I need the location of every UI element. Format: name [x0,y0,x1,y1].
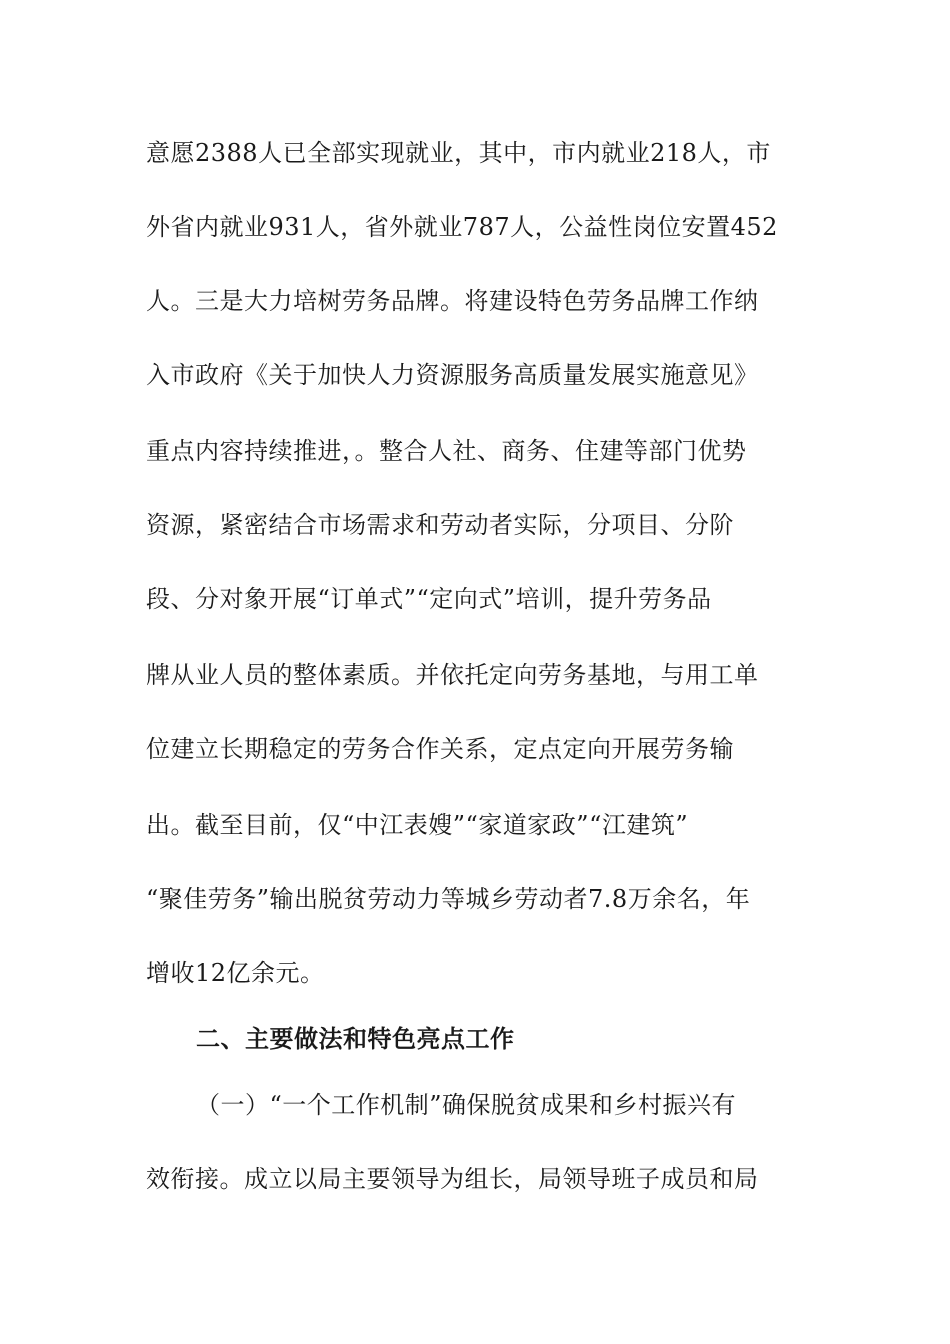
body-text-line: 重点内容持续推进，。整合人社、商务、住建等部门优势 [146,437,747,465]
body-text-line: 入市政府《关于加快人力资源服务高质量发展实施意见》 [146,361,759,389]
body-text-line: 增收12亿余元。 [146,959,325,987]
body-text-line: 人。三是大力培树劳务品牌。将建设特色劳务品牌工作纳 [146,287,759,315]
body-text-line: 意愿2388人已全部实现就业，其中，市内就业218人，市 [146,139,771,167]
body-text-line: 位建立长期稳定的劳务合作关系，定点定向开展劳务输 [146,735,734,763]
subsection-text-line: 效衔接。成立以局主要领导为组长，局领导班子成员和局 [146,1165,759,1193]
body-text-line: 外省内就业931人，省外就业787人，公益性岗位安置452 [146,213,778,241]
body-text-line: 牌从业人员的整体素质。并依托定向劳务基地，与用工单 [146,661,759,689]
body-text-line: 出。截至目前，仅“中江表嫂”“家道家政”“江建筑” [146,811,689,839]
body-text-line: 资源，紧密结合市场需求和劳动者实际，分项目、分阶 [146,511,734,539]
section-heading: 二、主要做法和特色亮点工作 [196,1024,515,1053]
body-text-line: “聚佳劳务”输出脱贫劳动力等城乡劳动者7.8万余名，年 [146,885,751,913]
body-text-line: 段、分对象开展“订单式”“定向式”培训，提升劳务品 [146,585,712,613]
subsection-text-line: （一）“一个工作机制”确保脱贫成果和乡村振兴有 [196,1091,737,1119]
